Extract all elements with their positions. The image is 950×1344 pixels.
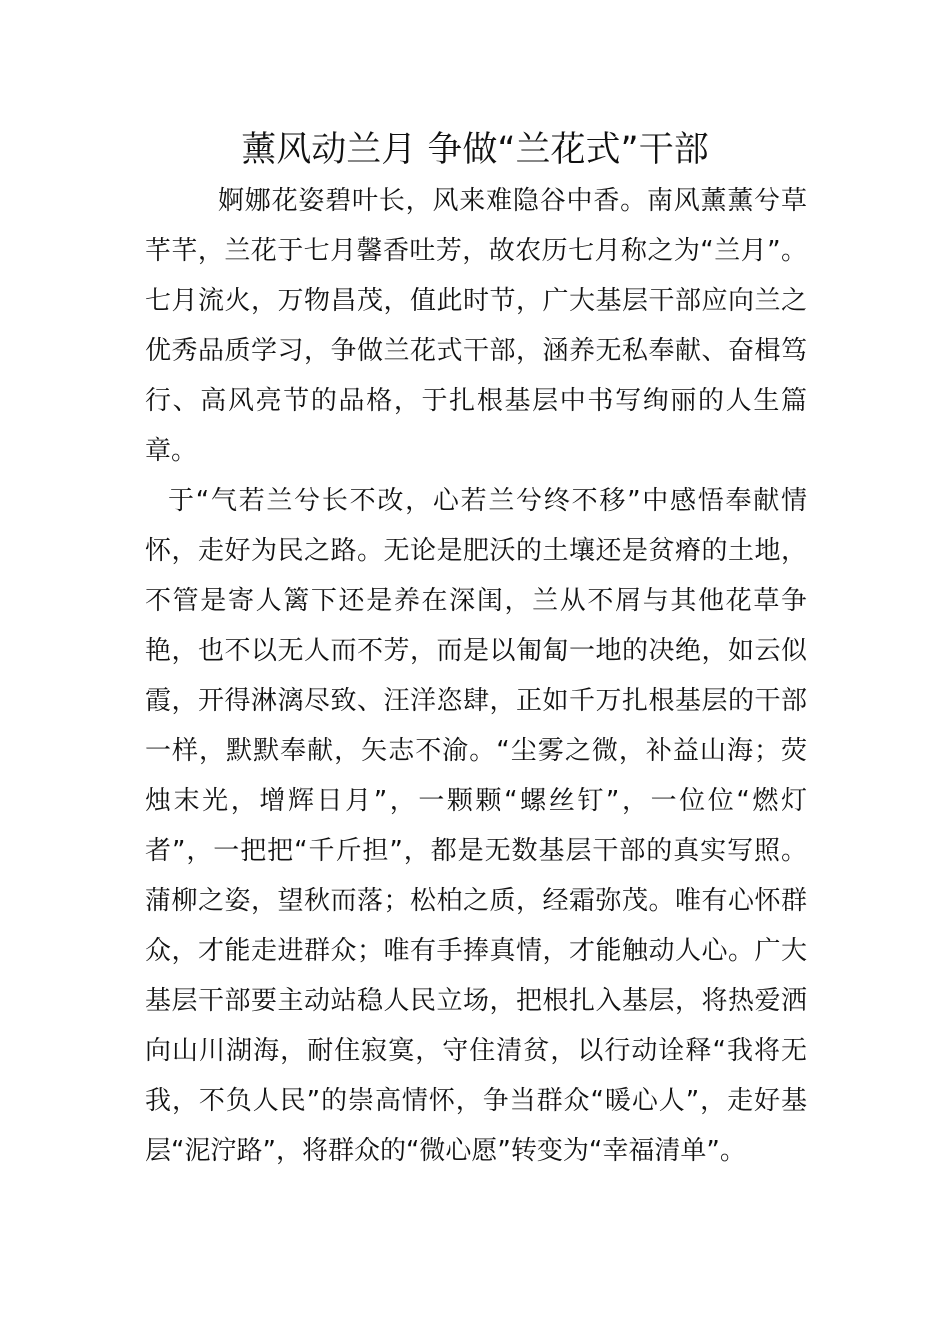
- paragraph-2: 于“气若兰兮长不改，心若兰兮终不移”中感悟奉献情怀，走好为民之路。无论是肥沃的土壤还是贫瘠的土地，不管是寄人篱下还是养在深闺，兰从不屑与其他花草争艳，也不以无人而不芳，而是以匍匐一地的决绝，如云似霞，开得淋漓尽致、汪洋恣肆，正如千万扎根基层的干部一样，默默奉献，矢志不渝。“尘雾之微，补益山海；荧烛末光，增辉日月”，一颗颗“螺丝钉”，一位位“燃灯者”，一把把“千斤担”，都是无数基层干部的真实写照。蒲柳之姿，望秋而落；松柏之质，经霜弥茂。唯有心怀群众，才能走进群众；唯有手捧真情，才能触动人心。广大基层干部要主动站稳人民立场，把根扎入基层，将热爱洒向山川湖海，耐住寂寞，守住清贫，以行动诠释“我将无我，不负人民”的崇高情怀，争当群众“暖心人”，走好基层“泥泞路”，将群众的“微心愿”转变为“幸福清单”。: [145, 486, 807, 1166]
- document-body: [145, 176, 807, 1176]
- paragraph-1: 婀娜花姿碧叶长，风来难隐谷中香。南风薰薰兮草芊芊，兰花于七月馨香吐芳，故农历七月称之为“兰月”。七月流火，万物昌茂，值此时节，广大基层干部应向兰之优秀品质学习，争做兰花式干部，涵养无私奉献、奋楫笃行、高风亮节的品格，于扎根基层中书写绚丽的人生篇章。: [145, 186, 807, 466]
- document-title: 薰风动兰月 争做“兰花式”干部: [241, 130, 709, 170]
